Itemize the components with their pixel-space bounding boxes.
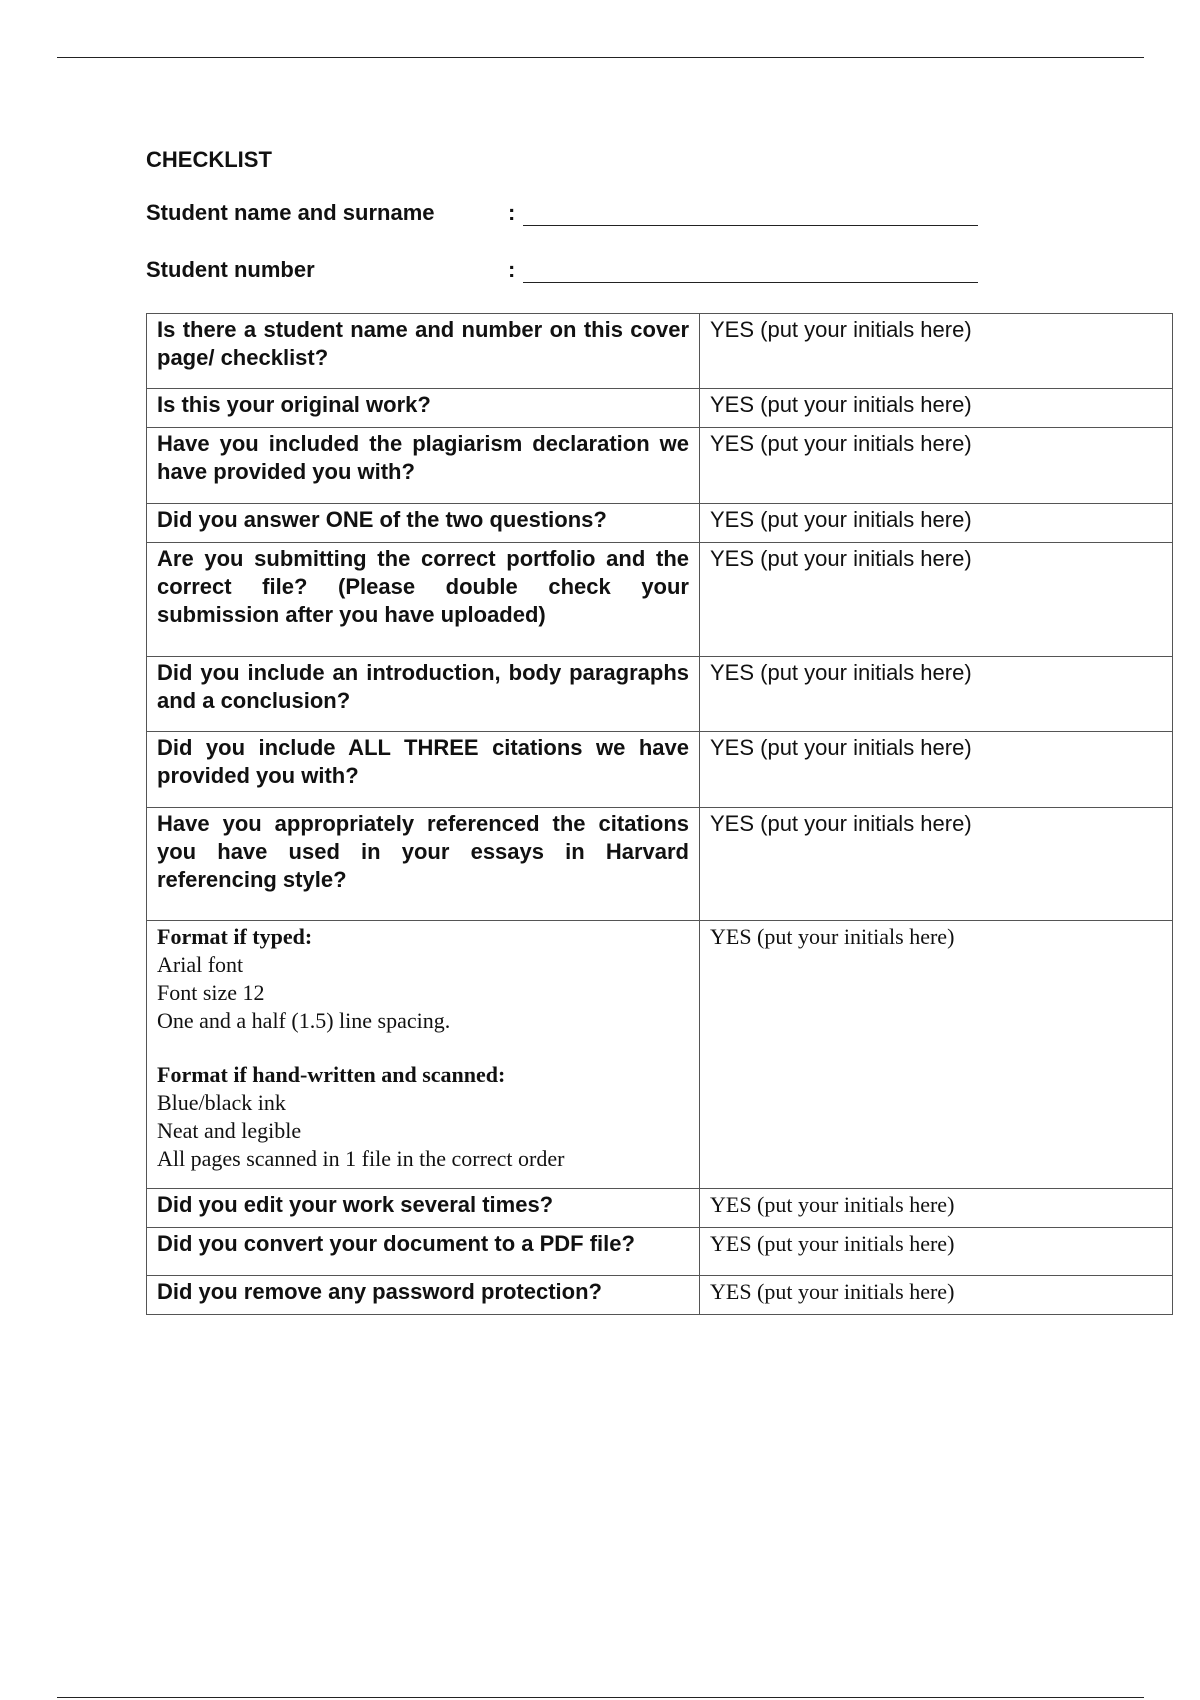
scanned-format-heading: Format if hand-written and scanned: xyxy=(157,1062,506,1087)
question-cell: Have you included the plagiarism declaration we have provided you with? xyxy=(147,428,700,504)
table-row xyxy=(147,1228,1173,1276)
table-row xyxy=(147,1189,1173,1228)
question-cell: Is this your original work? xyxy=(147,389,700,428)
table-row xyxy=(147,504,1173,543)
typed-format-heading: Format if typed: xyxy=(157,924,313,949)
footer-rule xyxy=(57,1697,1144,1698)
answer-cell[interactable]: YES (put your initials here) xyxy=(700,543,1173,657)
question-cell: Did you remove any password protection? xyxy=(147,1276,700,1315)
question-cell: Have you appropriately referenced the citations you have used in your essays in Harvard referencing style? xyxy=(147,808,700,921)
typed-format-item: Arial font xyxy=(157,952,244,977)
question-cell: Did you answer ONE of the two questions? xyxy=(147,504,700,543)
question-cell: Did you convert your document to a PDF file? xyxy=(147,1228,700,1276)
scanned-format-item: Blue/black ink xyxy=(157,1090,286,1115)
table-row xyxy=(147,428,1173,504)
table-row xyxy=(147,657,1173,732)
table-row xyxy=(147,543,1173,657)
student-number-colon: : xyxy=(508,257,516,282)
table-row xyxy=(147,1276,1173,1315)
header-rule xyxy=(57,57,1144,58)
answer-cell[interactable]: YES (put your initials here) xyxy=(700,504,1173,543)
student-number-blank-line[interactable] xyxy=(523,282,978,283)
student-name-colon: : xyxy=(508,200,516,225)
answer-cell[interactable]: YES (put your initials here) xyxy=(700,921,1173,1189)
table-row xyxy=(147,732,1173,808)
answer-cell[interactable]: YES (put your initials here) xyxy=(700,657,1173,732)
answer-cell[interactable]: YES (put your initials here) xyxy=(700,1276,1173,1315)
typed-format-item: One and a half (1.5) line spacing. xyxy=(157,1008,451,1033)
answer-cell[interactable]: YES (put your initials here) xyxy=(700,389,1173,428)
checklist-table xyxy=(146,313,1173,1315)
answer-cell[interactable]: YES (put your initials here) xyxy=(700,808,1173,921)
table-row xyxy=(147,389,1173,428)
student-name-field xyxy=(146,200,1006,228)
answer-cell[interactable]: YES (put your initials here) xyxy=(700,428,1173,504)
answer-cell[interactable]: YES (put your initials here) xyxy=(700,314,1173,389)
scanned-format-item: All pages scanned in 1 file in the correct order xyxy=(157,1146,565,1171)
format-spacer xyxy=(157,1035,689,1061)
table-row xyxy=(147,808,1173,921)
student-name-label: Student name and surname xyxy=(146,200,435,225)
typed-format-item: Font size 12 xyxy=(157,980,265,1005)
question-cell: Did you include ALL THREE citations we have provided you with? xyxy=(147,732,700,808)
scanned-format-item: Neat and legible xyxy=(157,1118,302,1143)
table-row xyxy=(147,314,1173,389)
student-number-field xyxy=(146,257,1006,285)
question-cell: Did you include an introduction, body paragraphs and a conclusion? xyxy=(147,657,700,732)
answer-cell[interactable]: YES (put your initials here) xyxy=(700,732,1173,808)
page-title: CHECKLIST xyxy=(146,147,272,172)
student-number-label: Student number xyxy=(146,257,315,282)
answer-cell[interactable]: YES (put your initials here) xyxy=(700,1228,1173,1276)
format-row xyxy=(147,921,1173,1189)
question-cell: Are you submitting the correct portfolio and the correct file? (Please double check your submission after you have uploaded) xyxy=(147,543,700,657)
format-requirements-cell xyxy=(147,921,700,1189)
answer-cell[interactable]: YES (put your initials here) xyxy=(700,1189,1173,1228)
student-name-blank-line[interactable] xyxy=(523,225,978,226)
question-cell: Is there a student name and number on this cover page/ checklist? xyxy=(147,314,700,389)
question-cell: Did you edit your work several times? xyxy=(147,1189,700,1228)
